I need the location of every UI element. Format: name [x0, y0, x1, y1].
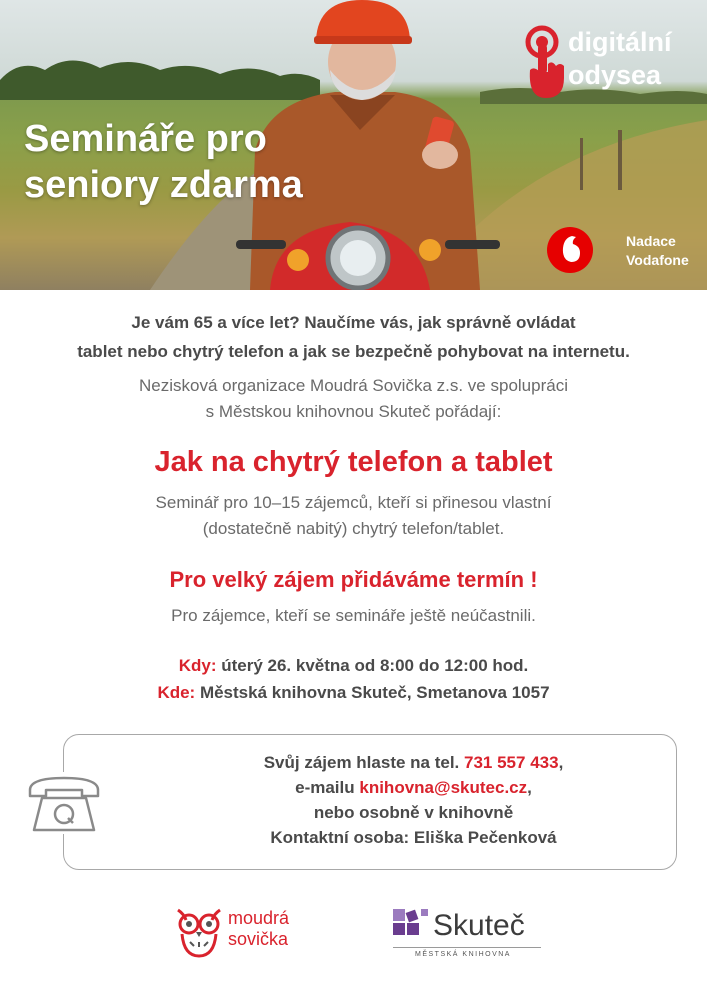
nadace-vodafone-logo: [540, 226, 700, 276]
telephone-icon: [24, 772, 104, 834]
when-row: [0, 652, 707, 679]
sponsor-line1: Nadace: [626, 233, 676, 249]
seminar-description: [0, 490, 707, 542]
logo-line2: odysea: [568, 60, 662, 90]
digitalni-odysea-logo: [520, 22, 700, 102]
hero-title-line1: Semináře pro: [24, 118, 267, 160]
owl-icon: [174, 904, 224, 960]
contact-person: Kontaktní osoba: Eliška Pečenková: [270, 828, 557, 847]
when-label: Kdy:: [178, 656, 217, 675]
intro-line1: Je vám 65 a více let? Naučíme vás, jak správně ovládat: [131, 313, 576, 332]
hero-banner: [0, 0, 707, 290]
when-value: úterý 26. května od 8:00 do 12:00 hod.: [216, 656, 529, 675]
contact-comma: ,: [558, 753, 564, 772]
contact-line1: [120, 750, 707, 775]
extra-date-title: Pro velký zájem přidáváme termín !: [169, 567, 538, 592]
moudra-line2: sovička: [228, 929, 289, 949]
moudra-line1: moudrá: [228, 908, 290, 928]
skutec-divider: [393, 947, 541, 948]
event-details: [0, 652, 707, 706]
extra-date-description: Pro zájemce, kteří se semináře ještě neúčastnili.: [171, 606, 536, 625]
contact-phone-label: Svůj zájem hlaste na tel.: [263, 753, 465, 772]
moudra-sovicka-logo: [174, 904, 324, 960]
intro-text: [0, 308, 707, 366]
organizer-line2: s Městskou knihovnou Skuteč pořádají:: [205, 402, 502, 421]
organizer-line1: Nezisková organizace Moudrá Sovička z.s. ve spolupráci: [139, 376, 568, 395]
contact-text: [120, 750, 707, 850]
contact-line3: nebo osobně v knihovně: [313, 803, 514, 822]
seminar-title: Jak na chytrý telefon a tablet: [154, 446, 553, 478]
contact-email-label: e-mailu: [295, 778, 360, 797]
phone-number-link[interactable]: 731 557 433: [464, 753, 559, 772]
pointing-hand-icon: [520, 22, 568, 102]
hero-title: [24, 116, 303, 208]
intro-line2: tablet nebo chytrý telefon a jak se bezpečně pohybovat na internetu.: [77, 342, 630, 361]
where-label: Kde:: [157, 683, 196, 702]
contact-comma-2: ,: [527, 778, 532, 797]
organizer-text: [0, 373, 707, 425]
skutec-subtitle: MĚSTSKÁ KNIHOVNA: [415, 951, 511, 958]
email-link[interactable]: knihovna@skutec.cz: [359, 778, 528, 797]
sponsor-line2: Vodafone: [626, 252, 689, 268]
skutec-name: Skuteč: [433, 909, 525, 942]
vodafone-icon: [546, 226, 594, 274]
logo-line1: digitální: [568, 27, 672, 57]
seminar-desc-line1: Seminář pro 10–15 zájemců, kteří si přinesou vlastní: [155, 493, 552, 512]
contact-line2: [120, 775, 707, 800]
skutec-library-logo: [393, 907, 543, 963]
telephone-icon-graphic: [24, 772, 104, 834]
seminar-desc-line2: (dostatečně nabitý) chytrý telefon/tablet.: [202, 519, 505, 538]
where-row: [0, 679, 707, 706]
skutec-squares-icon: [393, 909, 429, 945]
hero-title-line2: seniory zdarma: [24, 164, 303, 206]
where-value: Městská knihovna Skuteč, Smetanova 1057: [195, 683, 550, 702]
